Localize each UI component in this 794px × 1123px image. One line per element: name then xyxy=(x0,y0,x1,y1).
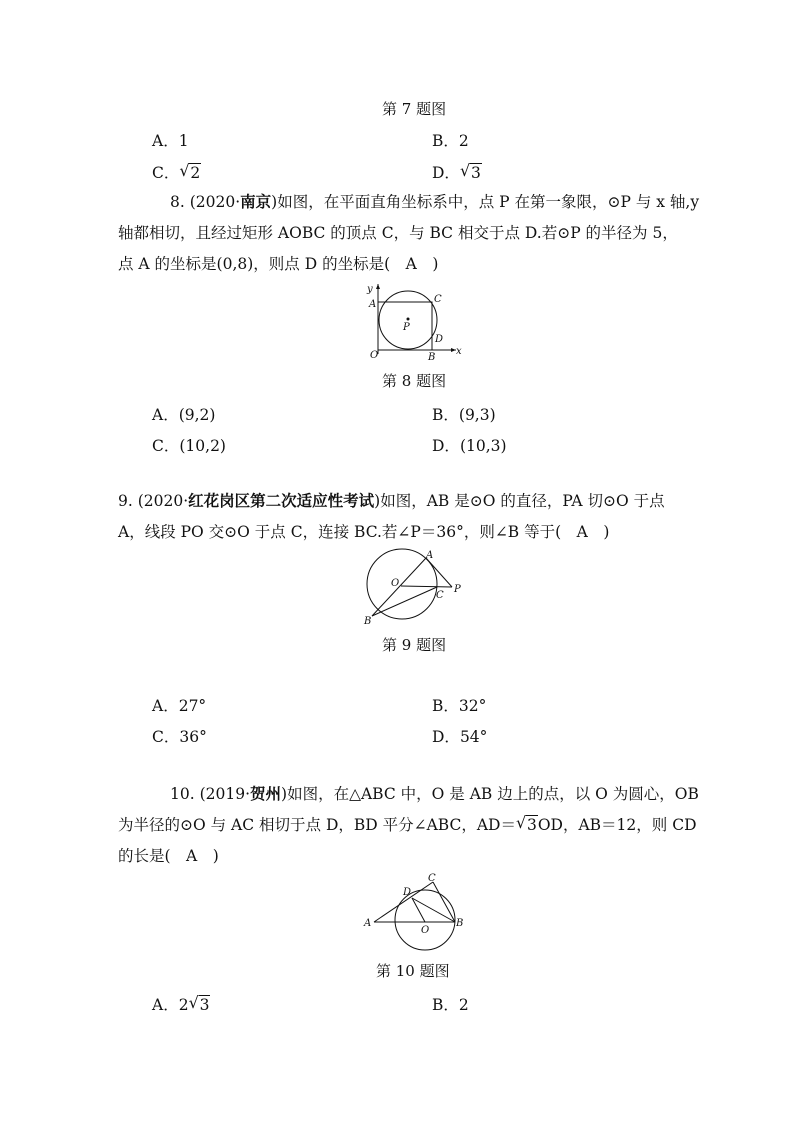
label-o: O xyxy=(370,350,379,361)
q8-source: 南京 xyxy=(240,192,272,211)
q10-text-b: OD，AB＝12，则 CD xyxy=(537,816,697,834)
q8-stem-line2: 轴都相切，且经过矩形 AOBC 的顶点 C，与 BC 相交于点 D.若⊙P 的半径为 5， xyxy=(118,224,678,242)
option-value: 2 xyxy=(458,132,469,150)
q7-caption: 第 7 题图 xyxy=(382,100,447,118)
segment-po xyxy=(401,586,452,587)
sqrt-expression: √ 2 xyxy=(179,161,201,182)
option-value: 32° xyxy=(458,697,487,715)
option-value: 1 xyxy=(178,132,189,150)
q10-caption: 第 10 题图 xyxy=(376,962,450,980)
label-c: C xyxy=(434,294,442,305)
option-coef: 2 xyxy=(178,996,189,1014)
sqrt-expression: √ 3 xyxy=(188,993,210,1014)
label-o: O xyxy=(391,578,400,589)
label-p: P xyxy=(454,584,461,595)
q7-option-c xyxy=(152,161,201,183)
q9-number: 9. (2020· xyxy=(118,492,189,510)
option-label: D． xyxy=(432,437,460,455)
option-label: D． xyxy=(432,728,460,746)
option-label: A． xyxy=(152,996,179,1014)
q8-option-c xyxy=(152,434,226,456)
q10-stem-line1 xyxy=(170,785,699,804)
q9-caption: 第 9 题图 xyxy=(382,636,447,654)
option-label: D． xyxy=(432,164,460,182)
q10-option-b xyxy=(432,993,469,1015)
option-value: (10,2) xyxy=(179,437,226,455)
q10-stem-line3: 的长是( A ) xyxy=(118,847,219,865)
option-value: 27° xyxy=(178,697,207,715)
option-label: B． xyxy=(432,996,459,1014)
q8-caption: 第 8 题图 xyxy=(382,372,447,390)
q9-text: )如图，AB 是⊙O 的直径，PA 切⊙O 于点 xyxy=(374,492,665,510)
label-o: O xyxy=(421,925,430,936)
radicand: 3 xyxy=(526,816,537,834)
q8-option-b xyxy=(432,403,496,425)
label-d: D xyxy=(403,887,412,898)
label-c: C xyxy=(436,590,444,601)
option-label: B． xyxy=(432,406,459,424)
q10-text-a: 为半径的⊙O 与 AC 相切于点 D，BD 平分∠ABC，AD＝ xyxy=(118,816,516,834)
option-label: C． xyxy=(152,164,180,182)
q7-option-d xyxy=(432,161,482,183)
q9-option-a xyxy=(152,694,206,716)
label-d: D xyxy=(435,334,444,345)
sqrt-expression: √ 3 xyxy=(515,813,537,834)
q10-source: 贺州 xyxy=(250,784,282,803)
label-a: A xyxy=(369,299,377,310)
segment-bc xyxy=(372,587,437,616)
q9-stem-line2: A，线段 PO 交⊙O 于点 C，连接 BC.若∠P＝36°，则∠B 等于( A ) xyxy=(118,523,610,541)
q9-option-b xyxy=(432,694,486,716)
y-axis-arrow xyxy=(376,284,380,289)
q8-number: 8. (2020· xyxy=(170,193,241,211)
option-value: (9,2) xyxy=(178,406,216,424)
circle-o xyxy=(395,890,455,950)
radicand: 3 xyxy=(470,164,481,182)
label-b: B xyxy=(364,616,372,627)
q9-stem-line1 xyxy=(118,492,665,511)
q8-text: )如图，在平面直角坐标系中，点 P 在第一象限，⊙P 与 x 轴,y xyxy=(271,193,700,211)
option-label: A． xyxy=(152,132,179,150)
q9-source: 红花岗区第二次适应性考试 xyxy=(188,491,375,510)
radicand: 3 xyxy=(199,996,210,1014)
center-point-p xyxy=(407,318,410,321)
sqrt-expression: √ 3 xyxy=(459,161,481,182)
label-b: B xyxy=(428,352,436,363)
label-y: y xyxy=(367,284,373,295)
q7-option-a xyxy=(152,129,189,151)
label-c: C xyxy=(428,873,436,884)
label-a: A xyxy=(364,918,372,929)
option-value: (9,3) xyxy=(458,406,496,424)
q10-option-a xyxy=(152,993,210,1015)
q8-figure xyxy=(362,280,462,364)
q9-figure xyxy=(356,546,468,628)
radicand: 2 xyxy=(190,164,201,182)
q10-text: )如图，在△ABC 中，O 是 AB 边上的点，以 O 为圆心，OB xyxy=(281,785,699,803)
tangent-pa xyxy=(426,558,452,587)
option-value: (10,3) xyxy=(459,437,507,455)
q10-stem-line2 xyxy=(118,813,697,835)
q9-option-c xyxy=(152,725,207,747)
q8-stem-line1 xyxy=(170,193,699,212)
q8-stem-line3: 点 A 的坐标是(0,8)，则点 D 的坐标是( A ) xyxy=(118,255,439,273)
q10-figure xyxy=(360,870,470,954)
label-b: B xyxy=(456,918,464,929)
option-value: 54° xyxy=(459,728,488,746)
q10-number: 10. (2019· xyxy=(170,785,250,803)
q8-option-a xyxy=(152,403,215,425)
option-label: B． xyxy=(432,132,459,150)
label-p: P xyxy=(403,322,410,333)
option-label: C． xyxy=(152,728,180,746)
q9-option-d xyxy=(432,725,487,747)
option-value: 36° xyxy=(179,728,207,746)
option-label: C． xyxy=(152,437,180,455)
q7-option-b xyxy=(432,129,469,151)
q8-option-d xyxy=(432,434,507,456)
option-label: A． xyxy=(152,697,179,715)
option-label: B． xyxy=(432,697,459,715)
option-label: A． xyxy=(152,406,179,424)
label-a: A xyxy=(426,550,434,561)
label-x: x xyxy=(456,346,462,357)
option-value: 2 xyxy=(458,996,469,1014)
